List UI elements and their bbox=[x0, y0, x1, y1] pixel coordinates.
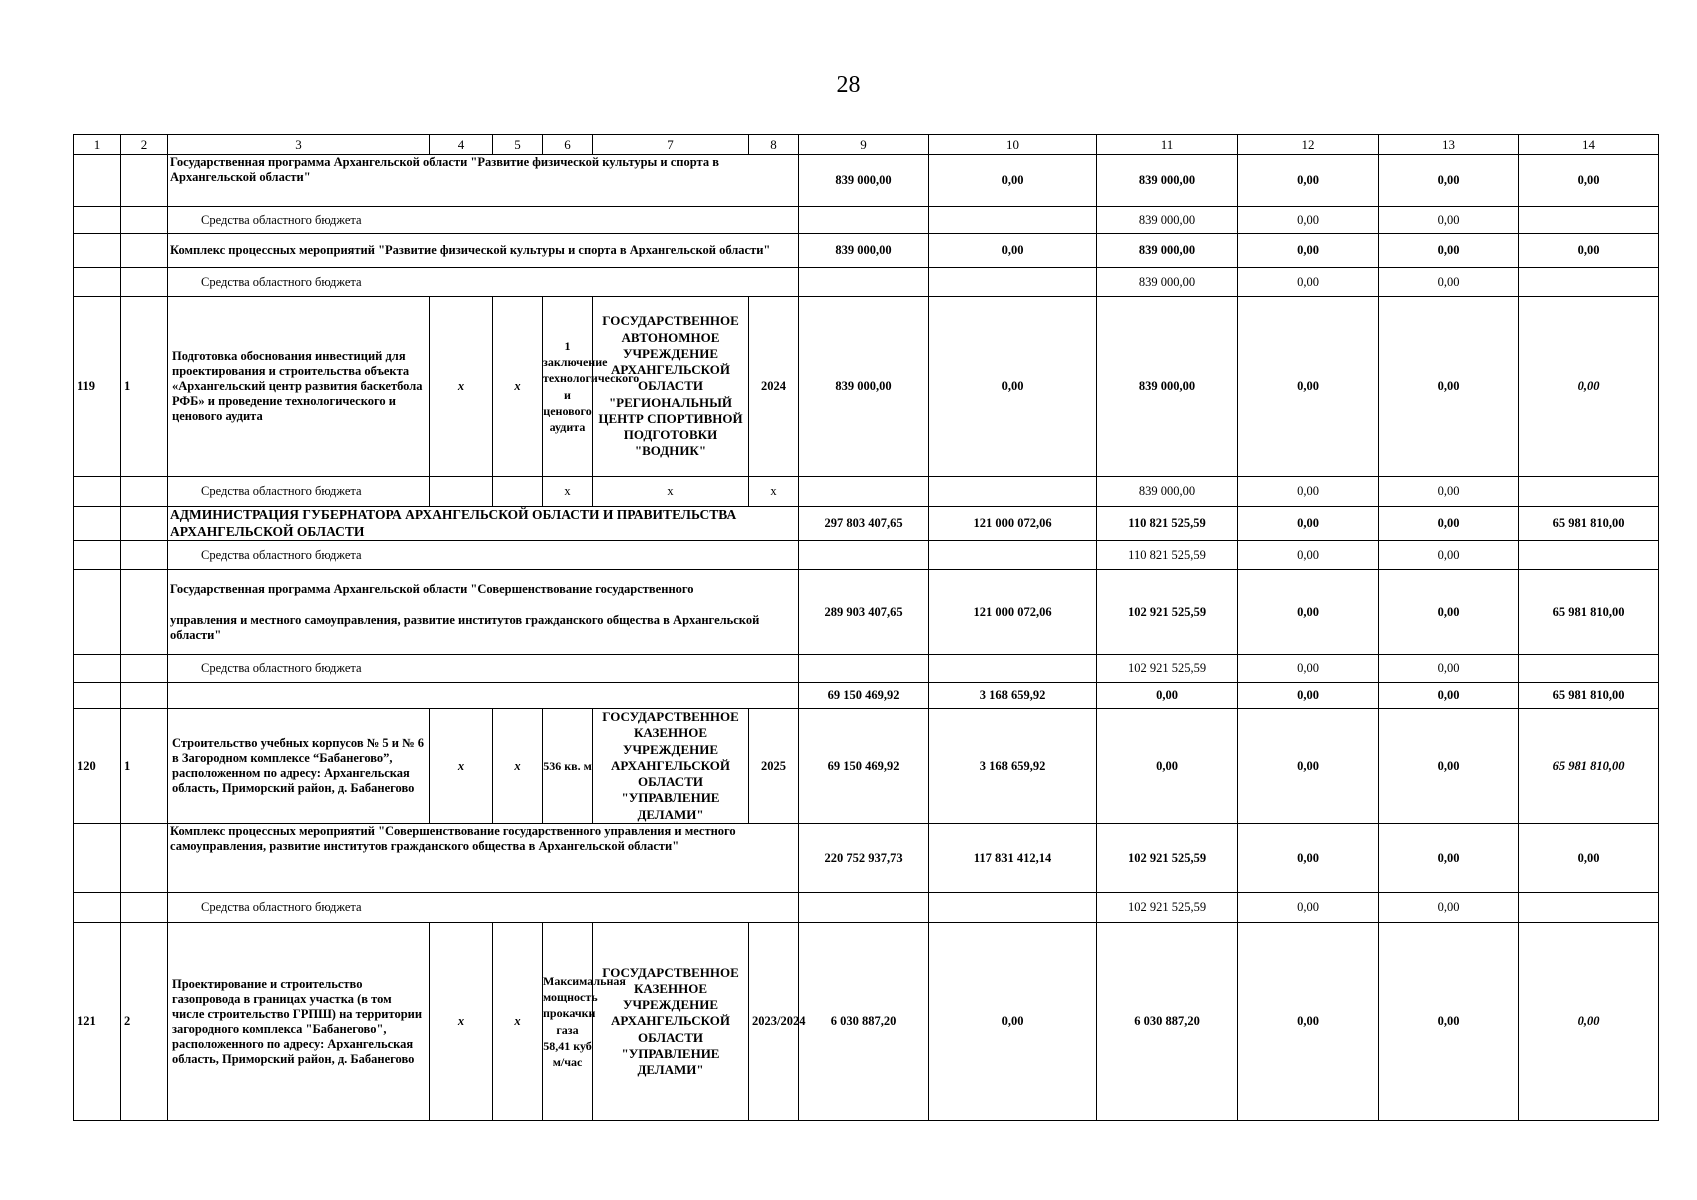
object-name: Строительство учебных корпусов № 5 и № 6 в Загородном комплексе “Бабанегово”, расположенном по адресу: Архангельская область, Приморский район, д. Бабанегово bbox=[168, 709, 430, 824]
table-row bbox=[74, 234, 1659, 268]
header-cell: 6 bbox=[543, 135, 593, 155]
cell-col9: 839 000,00 bbox=[799, 297, 929, 477]
year-cell: 2023/2024 bbox=[749, 923, 799, 1121]
empty-cell bbox=[74, 541, 121, 570]
cell-col14: 0,00 bbox=[1519, 297, 1659, 477]
row-number: 119 bbox=[74, 297, 121, 477]
budget-table bbox=[73, 134, 1659, 1121]
table-row bbox=[74, 709, 1659, 824]
cell-col13: 0,00 bbox=[1379, 923, 1519, 1121]
empty-cell bbox=[121, 507, 168, 541]
program-label bbox=[168, 570, 799, 655]
cell-col14: 65 981 810,00 bbox=[1519, 507, 1659, 541]
cell-col12: 0,00 bbox=[1238, 709, 1379, 824]
empty-cell bbox=[74, 507, 121, 541]
year-cell: 2024 bbox=[749, 297, 799, 477]
cell-col11: 110 821 525,59 bbox=[1097, 541, 1238, 570]
organization-name: ГОСУДАРСТВЕННОЕ АВТОНОМНОЕ УЧРЕЖДЕНИЕ АРХАНГЕЛЬСКОЙ ОБЛАСТИ "РЕГИОНАЛЬНЫЙ ЦЕНТР СПОРТИВНОЙ ПОДГОТОВКИ "ВОДНИК" bbox=[593, 297, 749, 477]
empty-cell bbox=[799, 893, 929, 923]
cell-col13: 0,00 bbox=[1379, 683, 1519, 709]
cell-col14: 0,00 bbox=[1519, 923, 1659, 1121]
cell-col10: 121 000 072,06 bbox=[929, 507, 1097, 541]
process-complex-label: Комплекс процессных мероприятий "Совершенствование государственного управления и местного самоуправления, развитие институтов гражданского общества в Архангельской области" bbox=[168, 824, 799, 893]
cell-col14: 0,00 bbox=[1519, 234, 1659, 268]
cell-col12: 0,00 bbox=[1238, 207, 1379, 234]
empty-cell bbox=[493, 477, 543, 507]
cell-col8: x bbox=[749, 477, 799, 507]
cell-col12: 0,00 bbox=[1238, 824, 1379, 893]
header-cell: 1 bbox=[74, 135, 121, 155]
cell-col10: 0,00 bbox=[929, 297, 1097, 477]
empty-cell bbox=[929, 541, 1097, 570]
empty-cell bbox=[929, 268, 1097, 297]
table-row bbox=[74, 570, 1659, 655]
cell-col13: 0,00 bbox=[1379, 541, 1519, 570]
funding-source-label: Средства областного бюджета bbox=[168, 477, 430, 507]
table-row bbox=[74, 541, 1659, 570]
empty-cell bbox=[929, 893, 1097, 923]
header-cell: 12 bbox=[1238, 135, 1379, 155]
row-number: 120 bbox=[74, 709, 121, 824]
header-row bbox=[74, 135, 1659, 155]
cell-col12: 0,00 bbox=[1238, 507, 1379, 541]
cell-col13: 0,00 bbox=[1379, 477, 1519, 507]
header-cell: 13 bbox=[1379, 135, 1519, 155]
cell-col11: 0,00 bbox=[1097, 683, 1238, 709]
cell-col11: 102 921 525,59 bbox=[1097, 824, 1238, 893]
cell-col5: x bbox=[493, 297, 543, 477]
cell-col11: 0,00 bbox=[1097, 709, 1238, 824]
empty-cell bbox=[929, 655, 1097, 683]
empty-cell bbox=[74, 207, 121, 234]
cell-col13: 0,00 bbox=[1379, 655, 1519, 683]
cell-col12: 0,00 bbox=[1238, 893, 1379, 923]
cell-col4: x bbox=[430, 297, 493, 477]
header-cell: 5 bbox=[493, 135, 543, 155]
header-cell: 10 bbox=[929, 135, 1097, 155]
cell-col11: 102 921 525,59 bbox=[1097, 570, 1238, 655]
empty-cell bbox=[74, 155, 121, 207]
cell-col13: 0,00 bbox=[1379, 207, 1519, 234]
empty-cell bbox=[74, 824, 121, 893]
cell-col6: x bbox=[543, 477, 593, 507]
cell-col12: 0,00 bbox=[1238, 297, 1379, 477]
cell-col9: 220 752 937,73 bbox=[799, 824, 929, 893]
empty-cell bbox=[799, 207, 929, 234]
capacity-cell: 536 кв. м bbox=[543, 709, 593, 824]
cell-col14: 65 981 810,00 bbox=[1519, 683, 1659, 709]
cell-col5: x bbox=[493, 923, 543, 1121]
cell-col10: 3 168 659,92 bbox=[929, 709, 1097, 824]
cell-col10: 0,00 bbox=[929, 155, 1097, 207]
cell-col12: 0,00 bbox=[1238, 234, 1379, 268]
empty-cell bbox=[74, 268, 121, 297]
cell-col13: 0,00 bbox=[1379, 709, 1519, 824]
empty-cell bbox=[1519, 477, 1659, 507]
funding-source-label: Средства областного бюджета bbox=[168, 207, 799, 234]
cell-col10: 3 168 659,92 bbox=[929, 683, 1097, 709]
empty-cell bbox=[121, 541, 168, 570]
cell-col11: 839 000,00 bbox=[1097, 268, 1238, 297]
cell-col12: 0,00 bbox=[1238, 570, 1379, 655]
table-row bbox=[74, 655, 1659, 683]
empty-cell bbox=[74, 234, 121, 268]
process-complex-label: Комплекс процессных мероприятий "Развитие физической культуры и спорта в Архангельской области" bbox=[168, 234, 799, 268]
cell-col12: 0,00 bbox=[1238, 923, 1379, 1121]
header-cell: 3 bbox=[168, 135, 430, 155]
cell-col4: x bbox=[430, 709, 493, 824]
administrator-label: АДМИНИСТРАЦИЯ ГУБЕРНАТОРА АРХАНГЕЛЬСКОЙ ОБЛАСТИ И ПРАВИТЕЛЬСТВА АРХАНГЕЛЬСКОЙ ОБЛАСТИ bbox=[168, 507, 799, 541]
capacity-cell: Максимальная мощность прокачки газа 58,41 куб м/час bbox=[543, 923, 593, 1121]
table-row bbox=[74, 268, 1659, 297]
empty-cell bbox=[1519, 893, 1659, 923]
cell-col12: 0,00 bbox=[1238, 477, 1379, 507]
table-row bbox=[74, 507, 1659, 541]
row-number: 121 bbox=[74, 923, 121, 1121]
empty-cell bbox=[121, 207, 168, 234]
program-label: Государственная программа Архангельской области "Развитие физической культуры и спорта в Архангельской области" bbox=[168, 155, 799, 207]
cell-col9: 297 803 407,65 bbox=[799, 507, 929, 541]
cell-col9: 69 150 469,92 bbox=[799, 683, 929, 709]
capacity-cell: 1 заключение технологического и ценового аудита bbox=[543, 297, 593, 477]
cell-col4: x bbox=[430, 923, 493, 1121]
cell-col12: 0,00 bbox=[1238, 683, 1379, 709]
table-row bbox=[74, 893, 1659, 923]
cell-col12: 0,00 bbox=[1238, 655, 1379, 683]
header-cell: 14 bbox=[1519, 135, 1659, 155]
cell-col9: 289 903 407,65 bbox=[799, 570, 929, 655]
header-cell: 7 bbox=[593, 135, 749, 155]
empty-cell bbox=[121, 655, 168, 683]
empty-cell bbox=[1519, 655, 1659, 683]
empty-cell bbox=[929, 477, 1097, 507]
cell-col14: 65 981 810,00 bbox=[1519, 570, 1659, 655]
empty-cell bbox=[430, 477, 493, 507]
cell-col11: 6 030 887,20 bbox=[1097, 923, 1238, 1121]
cell-col11: 110 821 525,59 bbox=[1097, 507, 1238, 541]
cell-col13: 0,00 bbox=[1379, 893, 1519, 923]
header-cell: 2 bbox=[121, 135, 168, 155]
funding-source-label: Средства областного бюджета bbox=[168, 655, 799, 683]
empty-cell bbox=[121, 893, 168, 923]
empty-cell bbox=[74, 570, 121, 655]
empty-cell bbox=[1519, 207, 1659, 234]
sub-number: 1 bbox=[121, 709, 168, 824]
cell-col13: 0,00 bbox=[1379, 155, 1519, 207]
table-row bbox=[74, 923, 1659, 1121]
cell-col14: 0,00 bbox=[1519, 155, 1659, 207]
funding-source-label: Средства областного бюджета bbox=[168, 541, 799, 570]
page-number: 28 bbox=[836, 72, 861, 98]
table-row bbox=[74, 207, 1659, 234]
cell-col11: 839 000,00 bbox=[1097, 234, 1238, 268]
cell-col12: 0,00 bbox=[1238, 541, 1379, 570]
table-row bbox=[74, 477, 1659, 507]
empty-cell bbox=[121, 824, 168, 893]
cell-col14: 65 981 810,00 bbox=[1519, 709, 1659, 824]
object-name: Подготовка обоснования инвестиций для проектирования и строительства объекта «Архангельский центр развития баскетбола РФБ» и проведение технологического и ценового аудита bbox=[168, 297, 430, 477]
cell-col13: 0,00 bbox=[1379, 297, 1519, 477]
cell-col9: 839 000,00 bbox=[799, 234, 929, 268]
cell-col13: 0,00 bbox=[1379, 570, 1519, 655]
header-cell: 11 bbox=[1097, 135, 1238, 155]
cell-col11: 839 000,00 bbox=[1097, 477, 1238, 507]
cell-col13: 0,00 bbox=[1379, 824, 1519, 893]
empty-cell bbox=[74, 477, 121, 507]
empty-cell bbox=[121, 683, 168, 709]
program-label-line: Государственная программа Архангельской области "Совершенствование государственного bbox=[170, 581, 694, 596]
cell-col12: 0,00 bbox=[1238, 268, 1379, 297]
cell-col9: 6 030 887,20 bbox=[799, 923, 929, 1121]
cell-col13: 0,00 bbox=[1379, 268, 1519, 297]
organization-name: ГОСУДАРСТВЕННОЕ КАЗЕННОЕ УЧРЕЖДЕНИЕ АРХАНГЕЛЬСКОЙ ОБЛАСТИ "УПРАВЛЕНИЕ ДЕЛАМИ" bbox=[593, 709, 749, 824]
cell-col10: 117 831 412,14 bbox=[929, 824, 1097, 893]
sub-number: 1 bbox=[121, 297, 168, 477]
funding-source-label: Средства областного бюджета bbox=[168, 268, 799, 297]
cell-col7: x bbox=[593, 477, 749, 507]
funding-source-label: Средства областного бюджета bbox=[168, 893, 799, 923]
empty-cell bbox=[74, 655, 121, 683]
empty-cell bbox=[74, 893, 121, 923]
cell-col14: 0,00 bbox=[1519, 824, 1659, 893]
cell-col13: 0,00 bbox=[1379, 234, 1519, 268]
program-label-line: управления и местного самоуправления, развитие институтов гражданского общества в Архангельской области" bbox=[170, 612, 760, 642]
empty-cell bbox=[121, 570, 168, 655]
table-row bbox=[74, 683, 1659, 709]
header-cell: 9 bbox=[799, 135, 929, 155]
header-cell: 8 bbox=[749, 135, 799, 155]
empty-cell bbox=[799, 268, 929, 297]
cell-col11: 102 921 525,59 bbox=[1097, 893, 1238, 923]
empty-cell bbox=[121, 155, 168, 207]
empty-cell bbox=[799, 655, 929, 683]
empty-cell bbox=[121, 234, 168, 268]
empty-cell bbox=[121, 268, 168, 297]
cell-col11: 839 000,00 bbox=[1097, 297, 1238, 477]
year-cell: 2025 bbox=[749, 709, 799, 824]
empty-cell bbox=[799, 541, 929, 570]
cell-col11: 839 000,00 bbox=[1097, 207, 1238, 234]
table-row bbox=[74, 155, 1659, 207]
cell-col9: 69 150 469,92 bbox=[799, 709, 929, 824]
empty-cell bbox=[929, 207, 1097, 234]
cell-col13: 0,00 bbox=[1379, 507, 1519, 541]
header-cell: 4 bbox=[430, 135, 493, 155]
cell-col12: 0,00 bbox=[1238, 155, 1379, 207]
empty-cell bbox=[74, 683, 121, 709]
cell-col5: x bbox=[493, 709, 543, 824]
empty-cell bbox=[168, 683, 799, 709]
organization-name: ГОСУДАРСТВЕННОЕ КАЗЕННОЕ УЧРЕЖДЕНИЕ АРХАНГЕЛЬСКОЙ ОБЛАСТИ "УПРАВЛЕНИЕ ДЕЛАМИ" bbox=[593, 923, 749, 1121]
cell-col10: 0,00 bbox=[929, 923, 1097, 1121]
empty-cell bbox=[121, 477, 168, 507]
cell-col10: 121 000 072,06 bbox=[929, 570, 1097, 655]
object-name: Проектирование и строительство газопровода в границах участка (в том числе строительство ГРПШ) на территории загородного комплекса "Бабанегово", расположенного по адресу: Архангельская область, Приморский район, д. Бабанегово bbox=[168, 923, 430, 1121]
table-row bbox=[74, 297, 1659, 477]
cell-col11: 839 000,00 bbox=[1097, 155, 1238, 207]
cell-col10: 0,00 bbox=[929, 234, 1097, 268]
empty-cell bbox=[1519, 541, 1659, 570]
empty-cell bbox=[799, 477, 929, 507]
cell-col9: 839 000,00 bbox=[799, 155, 929, 207]
sub-number: 2 bbox=[121, 923, 168, 1121]
cell-col11: 102 921 525,59 bbox=[1097, 655, 1238, 683]
empty-cell bbox=[1519, 268, 1659, 297]
table-row bbox=[74, 824, 1659, 893]
